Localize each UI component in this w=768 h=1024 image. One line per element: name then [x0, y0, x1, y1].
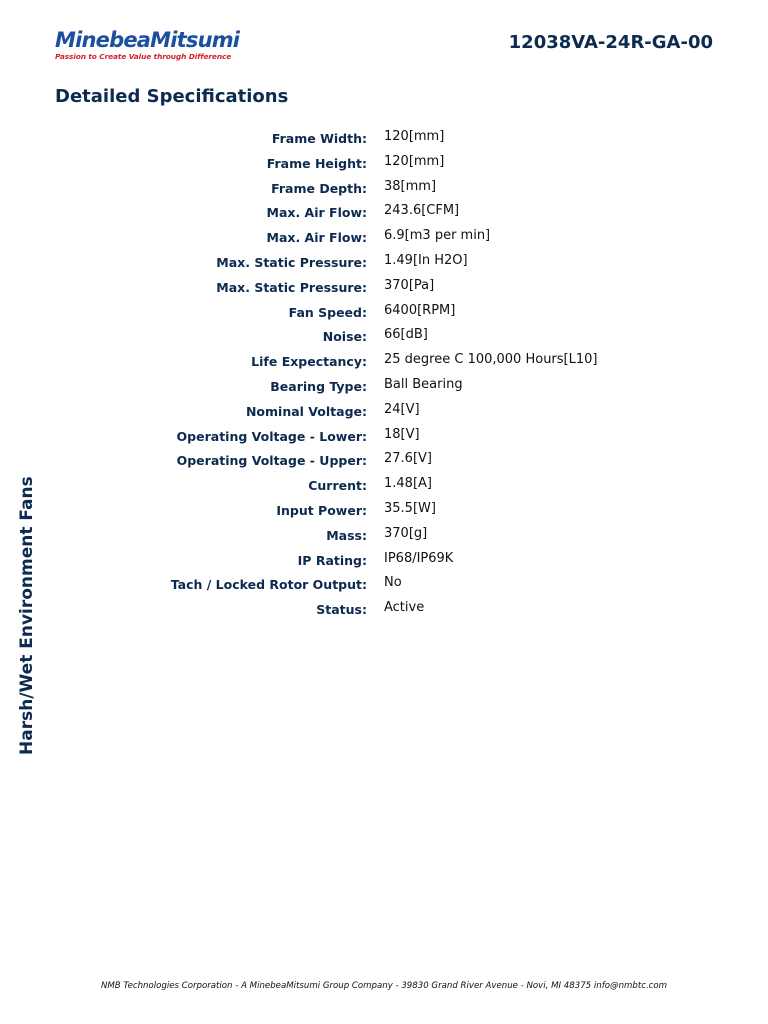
spec-value: 27.6[V]: [384, 451, 432, 467]
product-category-label: Harsh/Wet Environment Fans: [17, 476, 37, 755]
spec-label: Operating Voltage - Upper:: [176, 453, 367, 469]
spec-label: Max. Static Pressure:: [216, 279, 367, 295]
spec-value: 35.5[W]: [384, 500, 436, 516]
spec-value: 66[dB]: [384, 327, 428, 343]
spec-row: [0, 598, 768, 623]
spec-label: Noise:: [322, 329, 367, 345]
section-title: Detailed Specifications: [55, 86, 289, 107]
spec-label: Frame Depth:: [271, 180, 367, 196]
spec-label: Input Power:: [276, 502, 367, 518]
spec-row: [0, 226, 768, 251]
spec-value: 120[mm]: [384, 153, 445, 169]
spec-value: 6.9[m3 per min]: [384, 228, 491, 244]
spec-row: [0, 201, 768, 226]
spec-value: 1.49[In H2O]: [384, 252, 468, 268]
spec-value: Active: [384, 600, 425, 616]
spec-value: 370[g]: [384, 525, 428, 541]
spec-value: 370[Pa]: [384, 277, 435, 293]
spec-row: [0, 375, 768, 400]
spec-row: [0, 549, 768, 574]
spec-row: [0, 276, 768, 301]
spec-row: [0, 325, 768, 350]
spec-value: 38[mm]: [384, 178, 437, 194]
spec-label: Max. Static Pressure:: [216, 254, 367, 270]
spec-value: 1.48[A]: [384, 476, 432, 492]
spec-row: [0, 350, 768, 375]
part-number: 12038VA-24R-GA-00: [508, 32, 713, 53]
spec-row: [0, 152, 768, 177]
spec-row: [0, 301, 768, 326]
spec-label: Max. Air Flow:: [266, 205, 367, 221]
brand-name: MinebeaMitsumi: [55, 28, 240, 52]
brand-logo: [55, 28, 239, 61]
spec-row: [0, 127, 768, 152]
spec-label: Status:: [316, 602, 367, 618]
spec-label: Bearing Type:: [270, 378, 367, 394]
spec-row: [0, 177, 768, 202]
spec-value: Ball Bearing: [384, 376, 463, 392]
spec-label: Current:: [308, 478, 367, 494]
spec-table: [0, 127, 768, 623]
spec-label: Nominal Voltage:: [245, 403, 367, 419]
spec-value: No: [384, 575, 402, 591]
spec-row: [0, 524, 768, 549]
spec-label: Life Expectancy:: [251, 354, 367, 370]
spec-value: 18[V]: [384, 426, 420, 442]
spec-row: [0, 449, 768, 474]
spec-value: 243.6[CFM]: [384, 203, 460, 219]
spec-value: 24[V]: [384, 401, 420, 417]
spec-row: [0, 573, 768, 598]
spec-value: IP68/IP69K: [384, 550, 454, 566]
spec-label: Max. Air Flow:: [266, 230, 367, 246]
spec-value: 25 degree C 100,000 Hours[L10]: [384, 352, 598, 368]
spec-label: Frame Height:: [266, 155, 367, 171]
brand-tagline: Passion to Create Value through Difference: [55, 52, 232, 61]
spec-value: 6400[RPM]: [384, 302, 456, 318]
spec-value: 120[mm]: [384, 129, 445, 144]
spec-row: [0, 425, 768, 450]
spec-label: Fan Speed:: [288, 304, 367, 320]
spec-row: [0, 474, 768, 499]
spec-row: [0, 251, 768, 276]
spec-label: Operating Voltage - Lower:: [176, 428, 367, 444]
spec-row: [0, 400, 768, 425]
spec-label: Tach / Locked Rotor Output:: [170, 577, 367, 593]
spec-label: IP Rating:: [297, 552, 367, 568]
footer-contact: NMB Technologies Corporation - A MinebeaMitsumi Group Company - 39830 Grand River Avenue - Novi, MI 48375 info@nmbtc.com: [100, 981, 668, 991]
spec-label: Frame Width:: [271, 131, 367, 146]
spec-label: Mass:: [326, 527, 367, 543]
spec-row: [0, 499, 768, 524]
